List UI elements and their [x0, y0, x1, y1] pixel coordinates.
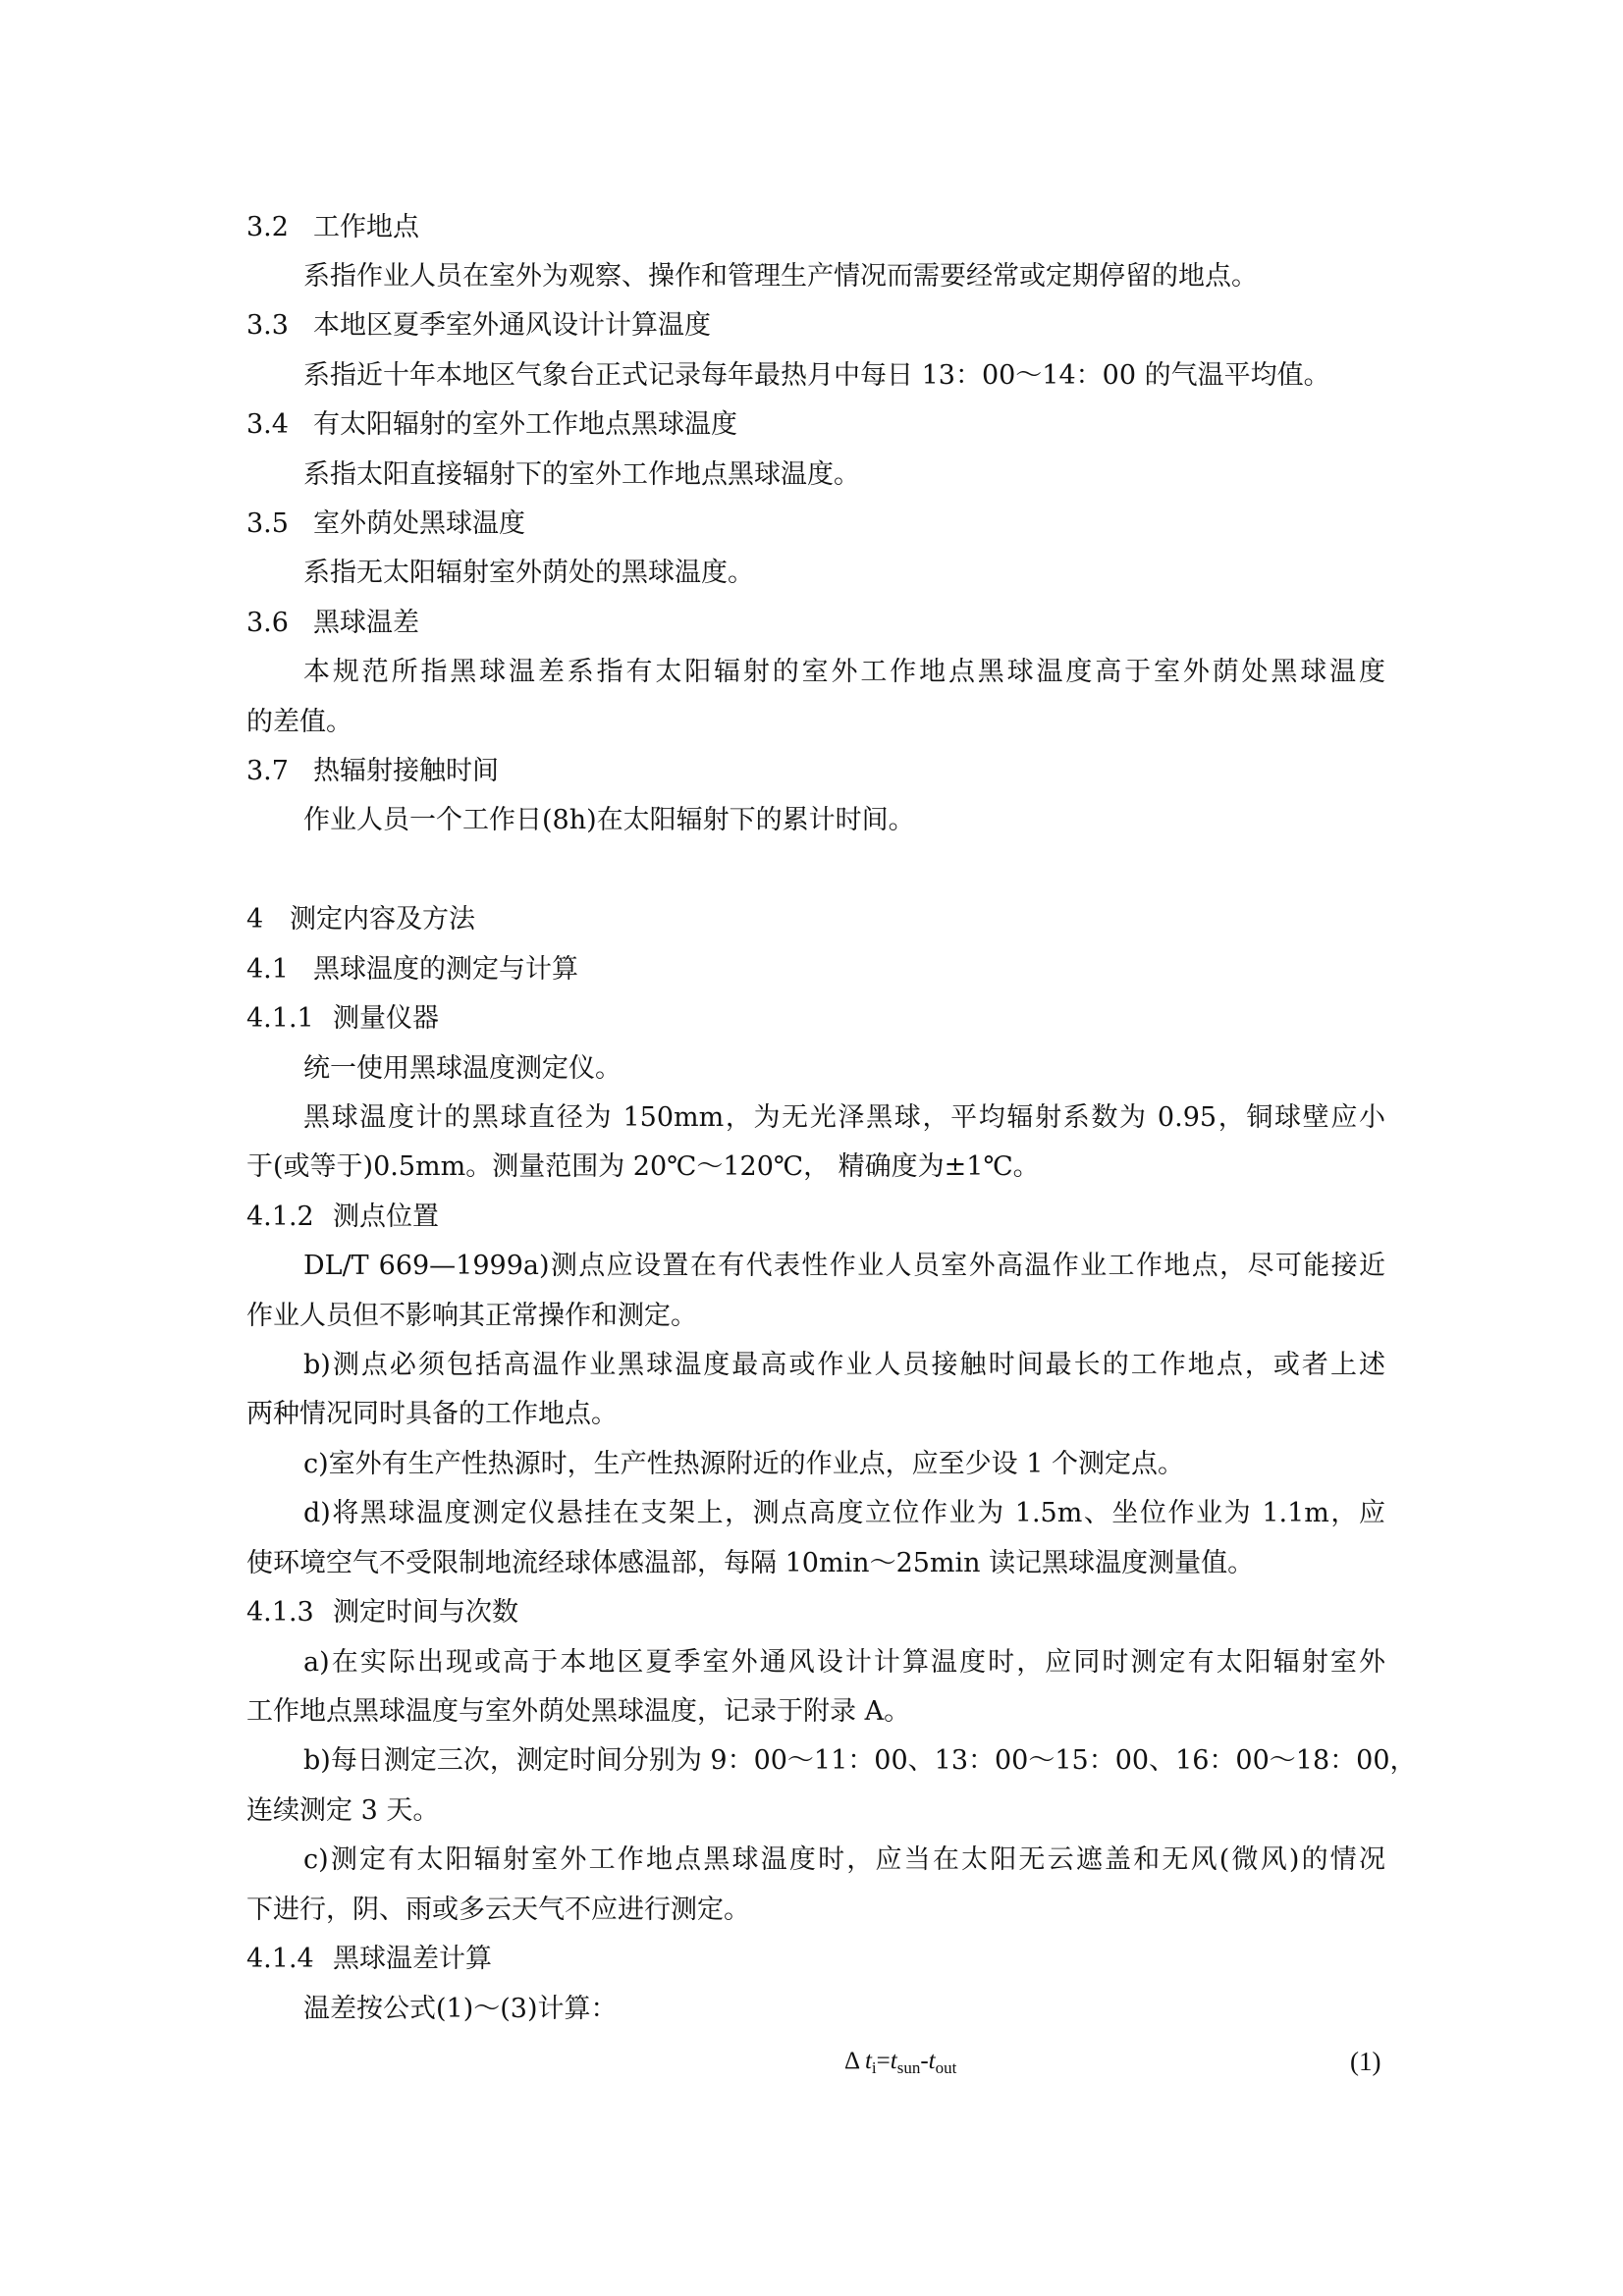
formula-operator: =: [876, 2048, 891, 2074]
paragraph: 本规范所指黑球温差系指有太阳辐射的室外工作地点黑球温度高于室外荫处黑球温度: [303, 657, 1385, 687]
section-heading-3-3: [246, 309, 1385, 343]
section-heading-3-4: [246, 408, 1385, 442]
section-number: 4.1: [246, 954, 289, 985]
formula-subscript: out: [935, 2058, 957, 2077]
paragraph: DL/T 669—1999a)测点应设置在有代表性作业人员室外高温作业工作地点，尽可能接近: [303, 1251, 1385, 1281]
section-number: 3.2: [246, 212, 289, 242]
section-heading-4-1-3: [246, 1596, 1385, 1629]
paragraph: 系指作业人员在室外为观察、操作和管理生产情况而需要经常或定期停留的地点。: [303, 261, 1258, 292]
paragraph: 统一使用黑球温度测定仪。: [303, 1053, 622, 1084]
paragraph-continuation: 连续测定 3 天。: [246, 1795, 440, 1826]
section-heading-4-1-4: [246, 1943, 1385, 1976]
section-title: 测定内容及方法: [290, 904, 475, 934]
paragraph-continuation: 工作地点黑球温度与室外荫处黑球温度，记录于附录 A。: [246, 1696, 911, 1727]
paragraph-continuation: 于(或等于)0.5mm。测量范围为 20℃～120℃， 精确度为±1℃。: [246, 1151, 1040, 1182]
section-title: 室外荫处黑球温度: [313, 508, 525, 539]
paragraph-continuation: 使环境空气不受限制地流经球体感温部，每隔 10min～25min 读记黑球温度测量值。: [246, 1548, 1255, 1578]
section-title: 工作地点: [313, 212, 419, 242]
section-heading-4-1: [246, 953, 1385, 987]
paragraph: 温差按公式(1)～(3)计算：: [303, 1994, 618, 2024]
paragraph-continuation: 两种情况同时具备的工作地点。: [246, 1399, 618, 1429]
paragraph: 作业人员一个工作日(8h)在太阳辐射下的累计时间。: [303, 805, 915, 835]
paragraph-continuation: 作业人员但不影响其正常操作和测定。: [246, 1301, 697, 1331]
section-title: 测定时间与次数: [333, 1597, 518, 1628]
section-number: 4.1.3: [246, 1597, 314, 1628]
delta-symbol: Δ: [844, 2048, 859, 2074]
section-heading-3-5: [246, 507, 1385, 541]
formula-variable: t: [864, 2048, 872, 2074]
section-number: 4: [246, 904, 264, 934]
paragraph: 系指近十年本地区气象台正式记录每年最热月中每日 13：00～14：00 的气温平均值。: [303, 360, 1330, 391]
formula-1: [844, 2045, 956, 2085]
section-heading-3-7: [246, 755, 1385, 788]
section-title: 黑球温度的测定与计算: [313, 954, 578, 985]
section-title: 黑球温差: [313, 608, 419, 638]
section-heading-4-1-1: [246, 1002, 1385, 1036]
section-number: 3.6: [246, 608, 289, 638]
section-heading-4-1-2: [246, 1201, 1385, 1234]
section-heading-3-6: [246, 607, 1385, 640]
section-heading-4: [246, 903, 1385, 936]
section-number: 3.3: [246, 310, 289, 341]
section-number: 3.5: [246, 508, 289, 539]
paragraph: a)在实际出现或高于本地区夏季室外通风设计计算温度时，应同时测定有太阳辐射室外: [303, 1647, 1385, 1678]
section-number: 3.4: [246, 409, 289, 440]
section-heading-3-2: [246, 211, 1385, 244]
paragraph: 系指太阳直接辐射下的室外工作地点黑球温度。: [303, 459, 860, 490]
formula-operator: -: [920, 2048, 929, 2074]
formula-subscript: sun: [896, 2058, 921, 2077]
paragraph: b)测点必须包括高温作业黑球温度最高或作业人员接触时间最长的工作地点，或者上述: [303, 1350, 1385, 1380]
section-title: 测点位置: [333, 1201, 439, 1232]
paragraph: b)每日测定三次，测定时间分别为 9：00～11：00、13：00～15：00、16：00～18：00，: [303, 1745, 1417, 1776]
paragraph-continuation: 的差值。: [246, 707, 352, 737]
paragraph: c)测定有太阳辐射室外工作地点黑球温度时，应当在太阳无云遮盖和无风(微风)的情况: [303, 1844, 1385, 1875]
paragraph: c)室外有生产性热源时，生产性热源附近的作业点，应至少设 1 个测定点。: [303, 1449, 1184, 1479]
paragraph: d)将黑球温度测定仪悬挂在支架上，测点高度立位作业为 1.5m、坐位作业为 1.1m，应: [303, 1498, 1385, 1528]
section-number: 4.1.4: [246, 1944, 314, 1974]
section-number: 4.1.2: [246, 1201, 314, 1232]
formula-subscript: i: [871, 2058, 877, 2077]
section-title: 本地区夏季室外通风设计计算温度: [313, 310, 711, 341]
section-number: 4.1.1: [246, 1003, 314, 1034]
section-title: 有太阳辐射的室外工作地点黑球温度: [313, 409, 737, 440]
paragraph: 黑球温度计的黑球直径为 150mm，为无光泽黑球，平均辐射系数为 0.95，铜球壁应小: [303, 1102, 1385, 1133]
section-title: 测量仪器: [333, 1003, 439, 1034]
section-title: 黑球温差计算: [333, 1944, 492, 1974]
formula-variable: t: [928, 2048, 936, 2074]
paragraph-continuation: 下进行，阴、雨或多云天气不应进行测定。: [246, 1895, 750, 1925]
section-number: 3.7: [246, 756, 289, 786]
equation-number: (1): [1350, 2047, 1381, 2076]
section-title: 热辐射接触时间: [313, 756, 499, 786]
formula-variable: t: [890, 2048, 897, 2074]
paragraph: 系指无太阳辐射室外荫处的黑球温度。: [303, 558, 754, 588]
